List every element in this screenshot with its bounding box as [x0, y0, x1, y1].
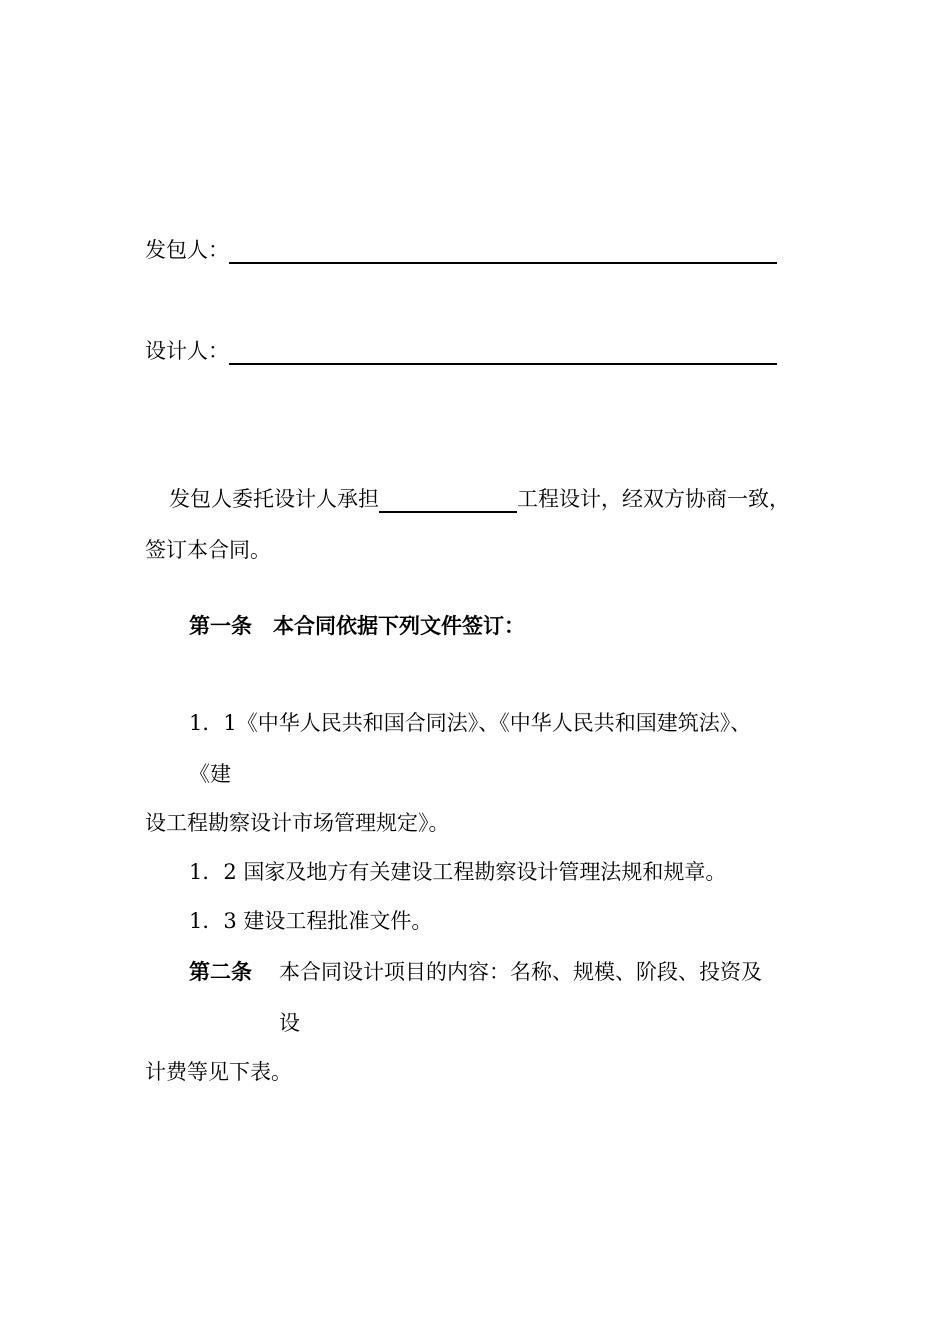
article-1-heading: 第一条 本合同依据下列文件签订：: [189, 613, 525, 638]
designer-label: 设计人：: [145, 339, 229, 363]
employer-row: [145, 236, 777, 264]
intro-line-2: 签订本合同。: [145, 538, 271, 562]
article-1-item-1-line-1: 1．1《中华人民共和国合同法》、《中华人民共和国建筑法》、: [189, 711, 752, 735]
project-name-blank: [379, 489, 517, 513]
intro-text-1: 发包人委托设计人承担: [169, 487, 379, 511]
article-1-item-2: 1．2 国家及地方有关建设工程勘察设计管理法规和规章。: [189, 860, 727, 884]
intro-line-1: [169, 485, 790, 513]
designer-blank: [229, 341, 777, 365]
article-2-text-line-2: 设: [279, 1011, 300, 1035]
employer-blank: [229, 240, 777, 264]
employer-label: 发包人：: [145, 238, 229, 262]
designer-row: [145, 337, 777, 365]
intro-text-2: 工程设计，经双方协商一致，: [517, 487, 790, 511]
article-1-item-1-line-3: 设工程勘察设计市场管理规定》。: [145, 811, 450, 835]
article-2-heading: 第二条: [189, 959, 252, 984]
article-2-text-line-1: 本合同设计项目的内容：名称、规模、阶段、投资及: [279, 960, 762, 984]
article-1-item-1-line-2: 《建: [189, 762, 231, 786]
article-2-text-line-3: 计费等见下表。: [145, 1060, 292, 1084]
article-1-item-3: 1．3 建设工程批准文件。: [189, 909, 433, 933]
